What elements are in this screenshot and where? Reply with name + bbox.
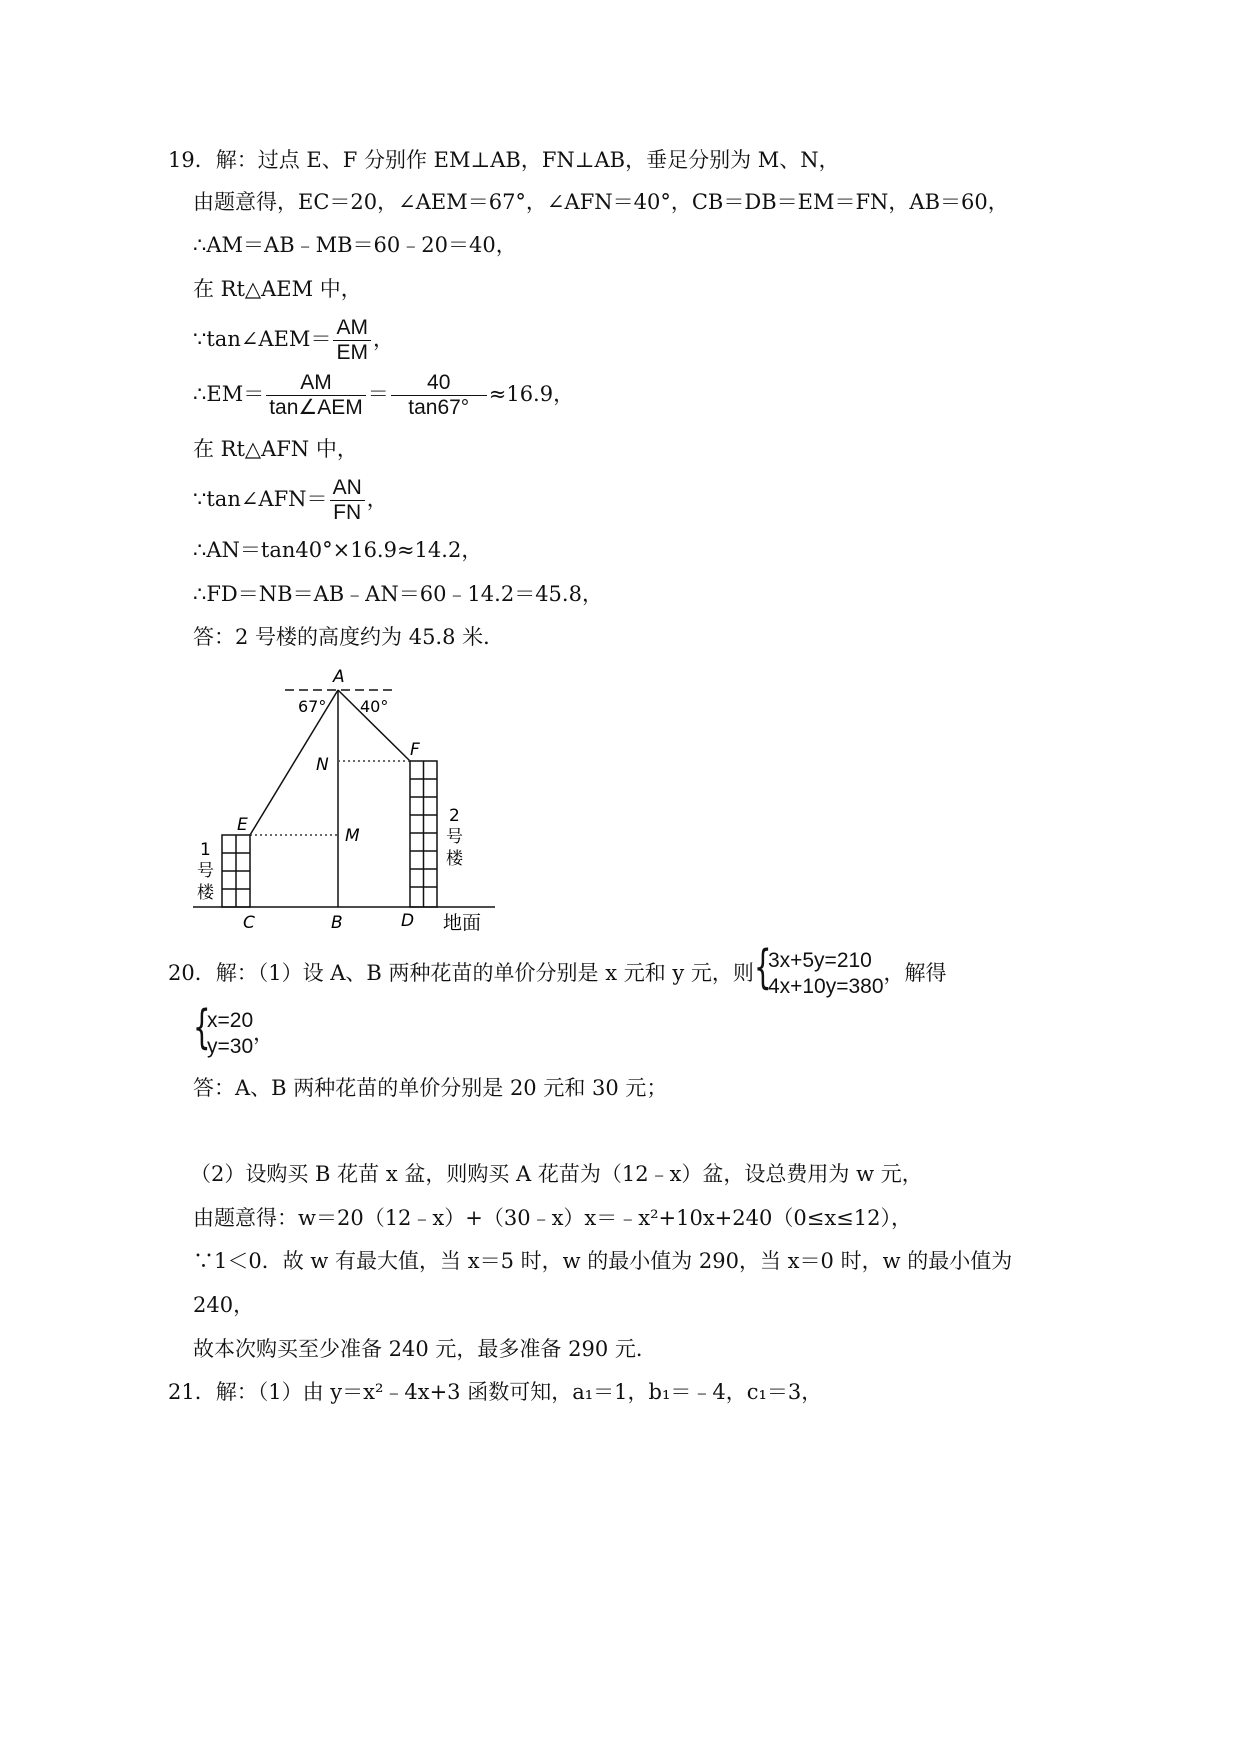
brace-icon: {	[753, 940, 772, 994]
building-2-char-lou: 楼	[446, 849, 463, 869]
q20-equation-2: 4x+10y=380	[767, 975, 884, 999]
q19-fraction-am-em	[333, 316, 371, 365]
q19-answer: 答：2 号楼的高度约为 45.8 米．	[193, 625, 505, 649]
building-1-number: 1	[200, 840, 211, 860]
q20-solve-text: ，解得	[883, 960, 947, 985]
q20-heading: 20．解：（1）设 A、B 两种花苗的单价分别是 x 元和 y 元，则	[168, 960, 754, 985]
fraction-numerator: AM	[333, 316, 371, 341]
q19-triangle-afn: 在 Rt△AFN 中，	[193, 437, 358, 461]
q20-part2-answer: 故本次购买至少准备 240 元，最多准备 290 元．	[193, 1337, 657, 1361]
fraction-numerator: 40	[391, 371, 487, 396]
q19-em-line	[193, 371, 574, 420]
angle-40: 40°	[360, 697, 389, 716]
q19-fraction-40-tan67	[391, 371, 487, 420]
q19-am-calc: ∴AM＝AB﹣MB＝60﹣20＝40，	[193, 233, 517, 257]
q19-fraction-an-fn	[330, 476, 365, 525]
label-n: N	[316, 755, 329, 775]
fraction-denominator: tan67°	[408, 396, 470, 420]
building-2-number: 2	[449, 806, 460, 826]
q19-triangle-aem: 在 Rt△AEM 中，	[193, 277, 362, 301]
building-2	[410, 761, 437, 907]
q19-an-calc: ∴AN＝tan40°×16.9≈14.2，	[193, 538, 483, 562]
q21-heading: 21．解：（1）由 y＝x²﹣4x+3 函数可知，a₁＝1，b₁＝﹣4，c₁＝3，	[168, 1380, 823, 1404]
fraction-numerator: AN	[330, 476, 365, 501]
q20-equation-1: 3x+5y=210	[767, 949, 872, 972]
q20-solution-system	[193, 1000, 254, 1061]
q20-part2-setup: （2）设购买 B 花苗 x 盆，则购买 A 花苗为（12﹣x）盆，设总费用为 w 元，	[190, 1162, 923, 1186]
fraction-denominator: tan∠AEM	[269, 396, 363, 420]
label-d: D	[401, 911, 415, 931]
label-e: E	[237, 815, 248, 835]
q19-tan-afn-line	[193, 476, 388, 525]
angle-67: 67°	[298, 697, 327, 716]
q20-part2-analysis-cont: 240，	[193, 1293, 255, 1317]
q20-part2-analysis: ∵1＜0．故 w 有最大值，当 x＝5 时，w 的最小值为 290，当 x＝0 时，w 的最小值为	[193, 1249, 1013, 1273]
q20-part2-equation: 由题意得：w＝20（12﹣x）+（30﹣x）x＝﹣x²+10x+240（0≤x≤12），	[193, 1206, 912, 1230]
q20-heading-line	[168, 940, 947, 1001]
q19-tan-afn-label: ∵tan∠AFN＝	[193, 487, 328, 512]
q19-em-result: ≈16.9，	[488, 382, 575, 407]
fraction-denominator: FN	[333, 501, 362, 525]
label-b: B	[331, 913, 343, 933]
punct: ，	[253, 1020, 275, 1045]
q19-tan-aem-line	[193, 316, 394, 365]
label-a: A	[333, 667, 345, 687]
q19-fraction-am-tan	[266, 371, 366, 420]
q20-solution-y: y=30	[207, 1035, 254, 1059]
q19-heading: 19．解：过点 E、F 分别作 EM⊥AB，FN⊥AB，垂足分别为 M、N，	[168, 148, 840, 172]
q20-answer-1: 答：A、B 两种花苗的单价分别是 20 元和 30 元；	[193, 1076, 668, 1100]
q19-fd-calc: ∴FD＝NB＝AB﹣AN＝60﹣14.2＝45.8，	[193, 582, 603, 606]
label-m: M	[345, 826, 360, 846]
punct: ，	[366, 487, 388, 512]
q20-solution-x: x=20	[207, 1009, 254, 1032]
brace-icon: {	[193, 1000, 211, 1054]
building-1-char-hao: 号	[197, 861, 214, 881]
building-2-char-hao: 号	[446, 827, 463, 847]
q19-given: 由题意得，EC＝20，∠AEM＝67°，∠AFN＝40°，CB＝DB＝EM＝FN，AB＝60，	[193, 190, 1009, 214]
label-c: C	[243, 913, 255, 933]
building-1-char-lou: 楼	[197, 883, 214, 903]
q19-figure	[185, 662, 505, 942]
q20-equation-system	[753, 940, 884, 1001]
label-f: F	[410, 740, 420, 760]
fraction-denominator: EM	[336, 341, 368, 365]
building-1	[222, 835, 250, 907]
q19-em-label: ∴EM＝	[193, 382, 265, 407]
label-ground: 地面	[443, 912, 482, 934]
equals: ＝	[367, 382, 389, 407]
q20-solution-line	[193, 1000, 275, 1061]
q19-tan-aem-label: ∵tan∠AEM＝	[193, 327, 332, 352]
fraction-numerator: AM	[266, 371, 366, 396]
punct: ，	[372, 327, 394, 352]
